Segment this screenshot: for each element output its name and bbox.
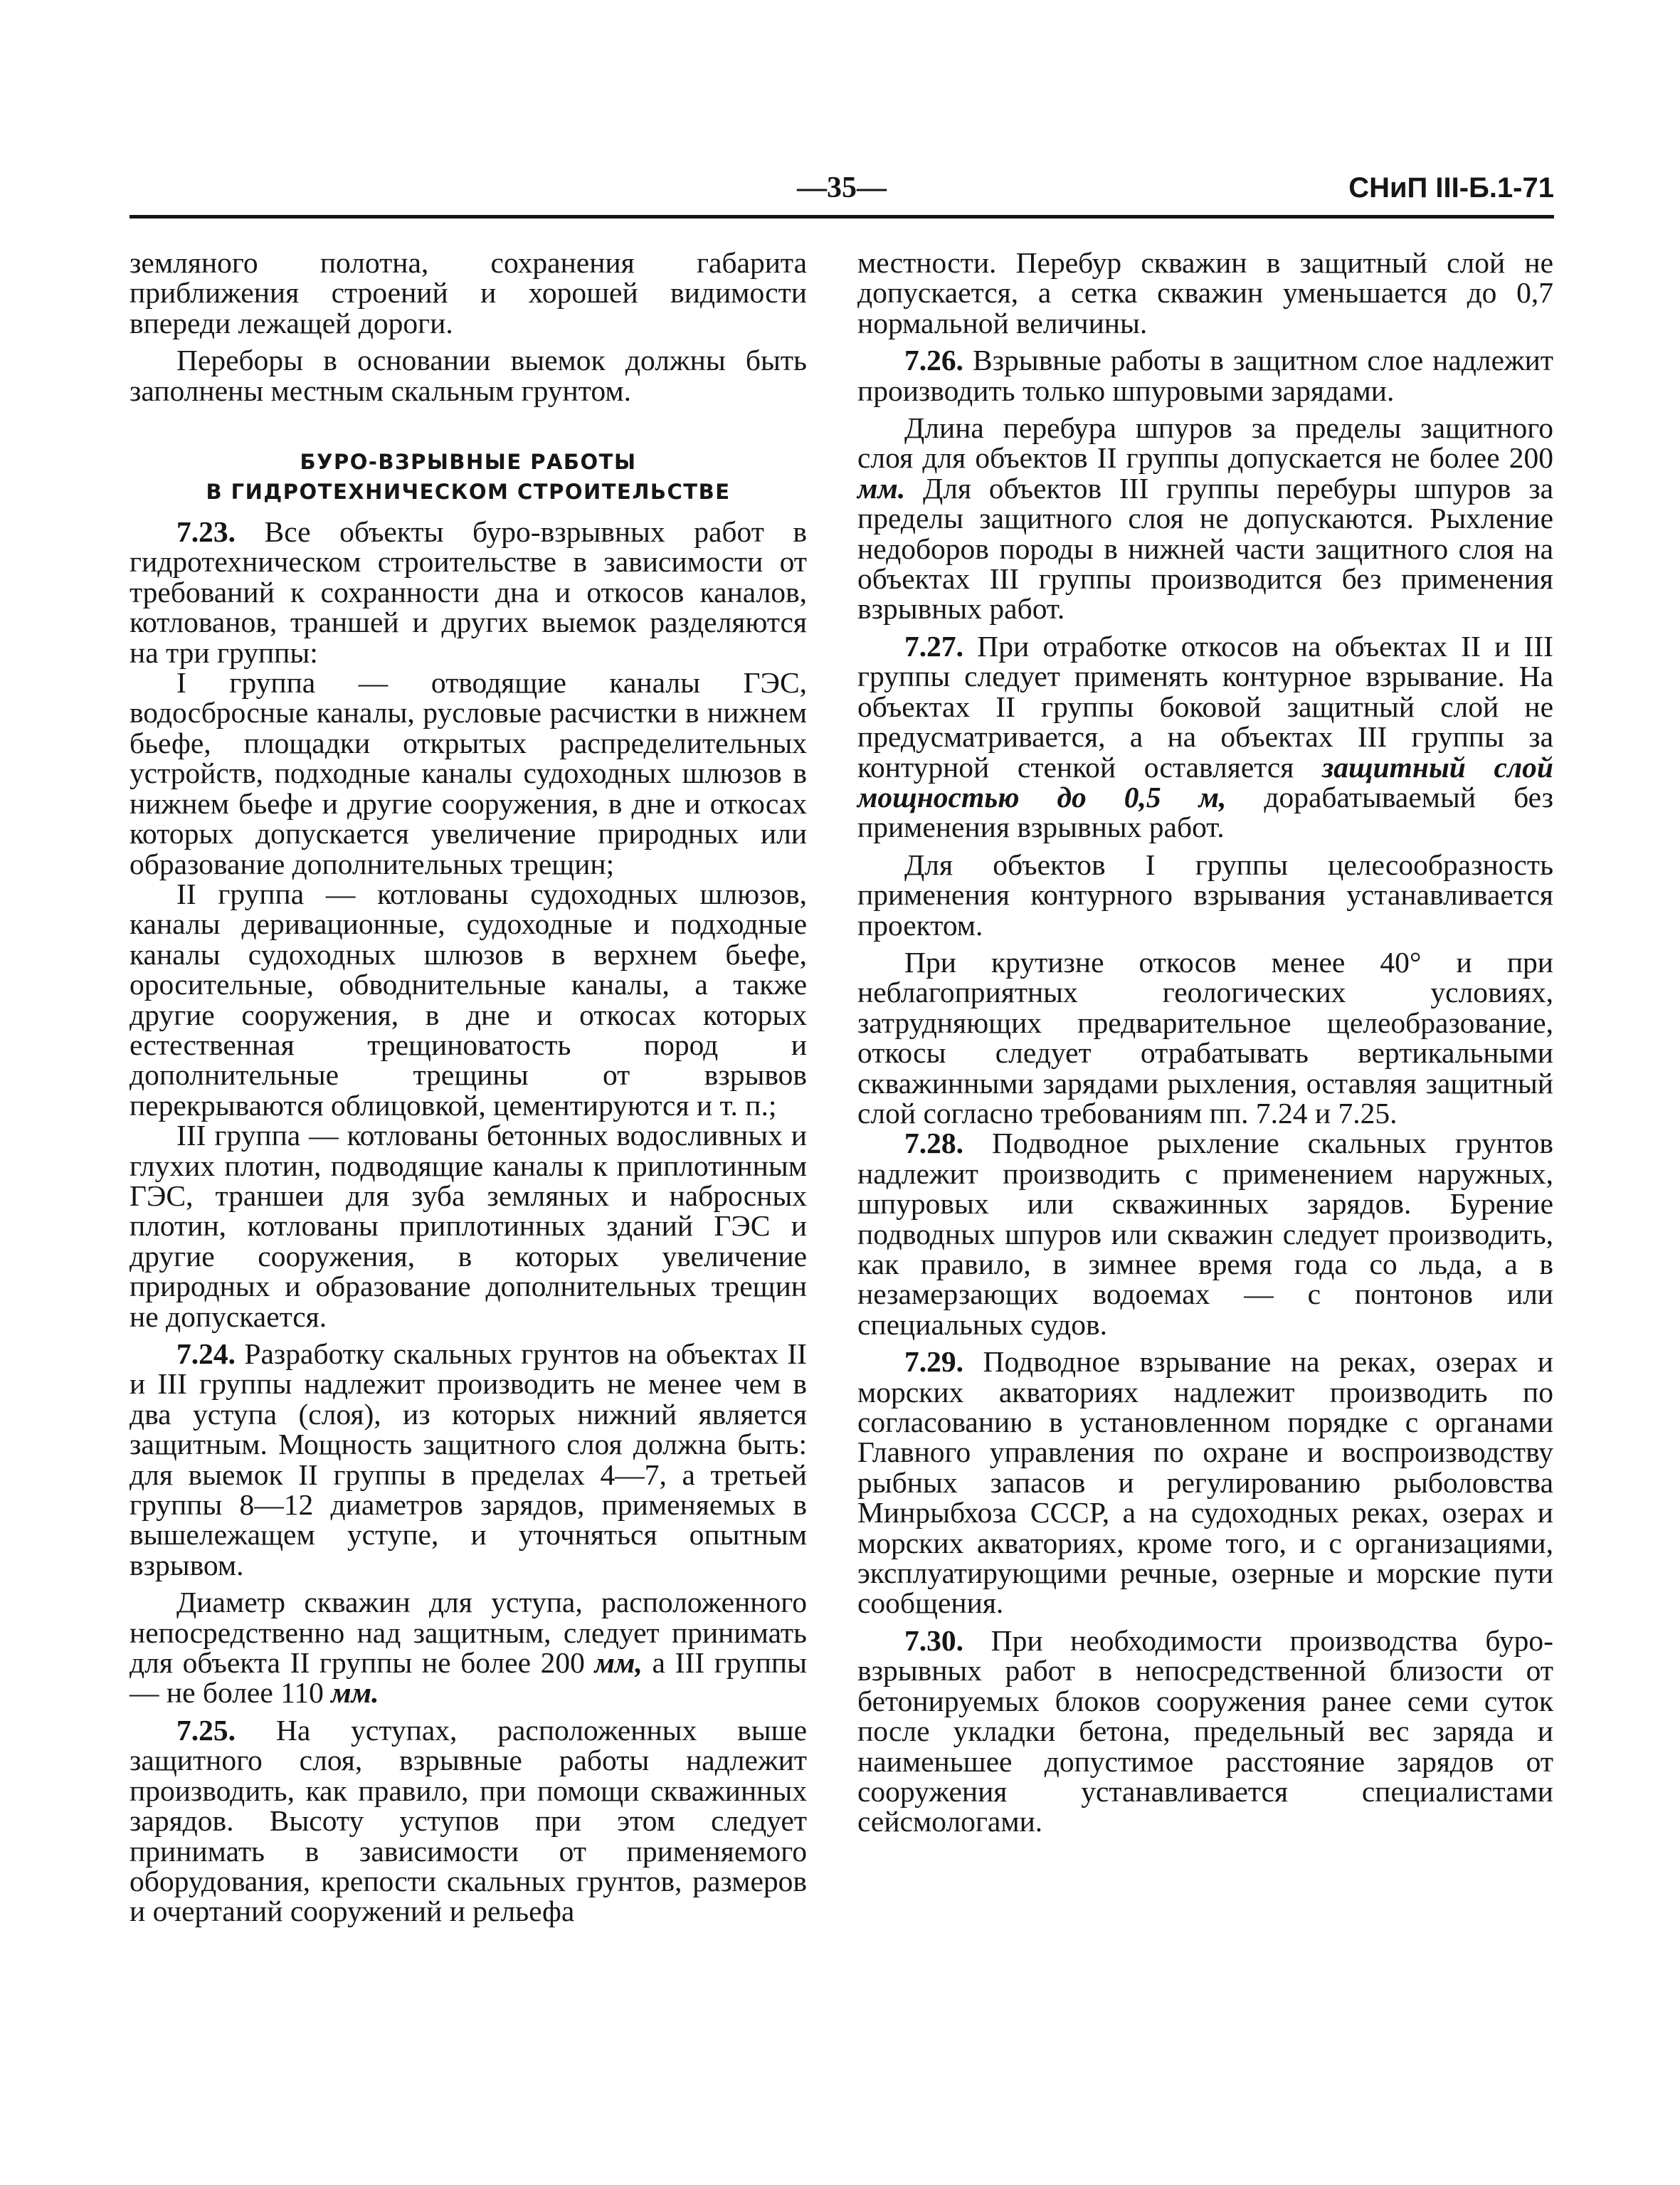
clause-number: 7.27. bbox=[904, 629, 963, 663]
clause-7-26 bbox=[857, 345, 1553, 406]
clause-7-27 bbox=[857, 631, 1553, 843]
clause-number: 7.28. bbox=[904, 1127, 963, 1160]
paragraph: Переборы в основании выемок должны быть заполнены местным скальным грунтом. bbox=[130, 344, 807, 407]
left-column bbox=[130, 248, 807, 1927]
clause-7-25 bbox=[130, 1715, 807, 1927]
group-2-item: II группа — котлованы судоходных шлюзов, каналы деривационные, судоходные и подходные каналы судоходных шлюзов в верхнем бьефе, оросительные, обводнительные каналы, а также другие сооружения, в дне и откосах которых естественная трещиноватость пород и дополнительные трещины от взрывов перекрываются облицовкой, цементируются и т. п.; bbox=[130, 877, 807, 1122]
page-header bbox=[130, 168, 1554, 214]
clause-number: 7.29. bbox=[904, 1345, 963, 1379]
clause-text: Разработку скальных грунтов на объектах II и III группы надлежит производить не менее чем в два уступа (слоя), из которых нижний является защитным. Мощность защитного слоя должна быть: для выемок II группы в пределах 4—7, а третьей группы 8—12 диаметров зарядов, применяемых в вышележащем уступе, и уточняться опытным взрывом. bbox=[130, 1337, 807, 1581]
paragraph: местности. Перебур скважин в защитный слой не допускается, а сетка скважин уменьшается до 0,7 нормальной величины. bbox=[857, 246, 1553, 339]
clause-text: На уступах, расположенных выше защитного слоя, взрывные работы надлежит производить, как правило, при помощи скважинных зарядов. Высоту уступов при этом следует принимать в зависимости от применяемого оборудования, крепости скальных грунтов, размеров и очертаний сооружений и рельефа bbox=[130, 1713, 808, 1928]
clause-number: 7.23. bbox=[176, 515, 236, 549]
paragraph-text: Длина перебура шпуров за пределы защитного слоя для объектов II группы допускается не более 200 bbox=[857, 411, 1553, 475]
clause-text: дорабатываемый без применения взрывных работ. bbox=[857, 780, 1553, 844]
clause-text: Подводное взрывание на реках, озерах и морских акваториях надлежит производить по согласованию в установленном порядке с органами Главного управления по охране и воспроизводству рыбных запасов и регулированию рыболовства Минрыбхоза СССР, а на судоходных реках, озерах и морских акваториях, кроме того, и с организациями, эксплуатирующими речные, озерные и морские пути сообщения. bbox=[857, 1345, 1553, 1620]
clause-text: При необходимости производства буро-взрывных работ в непосредственной близости от бетонируемых блоков сооружения ранее семи суток после укладки бетона, предельный вес заряда и наименьшее допустимое расстояние зарядов от сооружения устанавливается специалистами сейсмологами. bbox=[857, 1623, 1553, 1838]
document-code: СНиП III-Б.1-71 bbox=[1348, 172, 1554, 204]
right-column bbox=[857, 248, 1553, 1837]
clause-number: 7.30. bbox=[904, 1623, 963, 1657]
paragraph-text: Диаметр скважин для уступа, расположенного непосредственно над защитным, следует принимать для объекта II группы не более 200 bbox=[130, 1586, 807, 1680]
paragraph-text: а III группы — не более 110 bbox=[130, 1646, 808, 1710]
section-heading bbox=[130, 447, 807, 507]
clause-text: Все объекты буро-взрывных работ в гидротехническом строительстве в зависимости от требований к сохранности дна и откосов каналов, котлованов, траншей и других выемок разделяются на три группы: bbox=[130, 515, 807, 669]
group-3-item: III группа — котлованы бетонных водосливных и глухих плотин, подводящие каналы к приплотинным ГЭС, траншеи для зуба земляных и набросных плотин, котлованы приплотинных зданий ГЭС и другие сооружения, в которых увеличение природных и образование дополнительных трещин не допускается. bbox=[130, 1119, 807, 1333]
unit: мм, bbox=[594, 1646, 643, 1680]
italic-text: защитный слой мощностью до 0,5 м, bbox=[857, 750, 1553, 814]
section-heading-line: БУРО-ВЗРЫВНЫЕ РАБОТЫ bbox=[300, 450, 637, 475]
clause-7-30 bbox=[857, 1623, 1553, 1838]
paragraph-text: Для объектов III группы перебуры шпуров за пределы защитного слоя не допускаются. Рыхление недоборов породы в нижней части защитного слоя на объектах III группы производится без применения взрывных работ. bbox=[857, 471, 1554, 626]
clause-7-28 bbox=[857, 1128, 1553, 1339]
clause-number: 7.24. bbox=[176, 1337, 236, 1370]
clause-7-24 bbox=[130, 1339, 807, 1580]
group-1-item: I группа — отводящие каналы ГЭС, водосбросные каналы, русловые расчистки в нижнем бьефе, площадки открытых распределительных устройств, подходные каналы судоходных шлюзов в нижнем бьефе и другие сооружения, в дне и откосах которых допускается увеличение природных или образование дополнительных трещин; bbox=[130, 666, 807, 880]
clause-7-23 bbox=[130, 517, 807, 668]
paragraph bbox=[130, 1587, 807, 1708]
paragraph: Для объектов I группы целесообразность применения контурного взрывания устанавливается проектом. bbox=[857, 848, 1553, 942]
clause-text: Подводное рыхление скальных грунтов надлежит производить с применением наружных, шпуровых или скважинных зарядов. Бурение подводных шпуров или скважин следует производить, как правило, в зимнее время года со льда, а в незамерзающих водоемах — с понтонов или специальных судов. bbox=[857, 1127, 1553, 1341]
unit: мм. bbox=[857, 471, 906, 505]
page-number: —35— bbox=[797, 172, 887, 204]
section-heading-line: В ГИДРОТЕХНИЧЕСКОМ СТРОИТЕЛЬСТВЕ bbox=[206, 480, 731, 505]
clause-text: Взрывные работы в защитном слое надлежит производить только шпуровыми зарядами. bbox=[857, 344, 1554, 407]
clause-number: 7.25. bbox=[176, 1713, 236, 1747]
clause-text: При отработке откосов на объектах II и III группы следует применять контурное взрывание. На объектах II группы боковой защитный слой не предусматривается, а на объектах III группы за контурной стенкой оставляется bbox=[857, 629, 1554, 784]
paragraph: При крутизне откосов менее 40° и при неблагоприятных геологических условиях, затрудняющих предварительное щелеобразование, откосы следует отрабатывать вертикальными скважинными зарядами рыхления, оставляя защитный слой согласно требованиям пп. 7.24 и 7.25. bbox=[857, 945, 1553, 1130]
paragraph: земляного полотна, сохранения габарита приближения строений и хорошей видимости впереди лежащей дороги. bbox=[130, 246, 807, 339]
clause-7-29 bbox=[857, 1347, 1553, 1618]
clause-number: 7.26. bbox=[904, 344, 963, 377]
paragraph bbox=[857, 413, 1553, 624]
header-rule bbox=[130, 215, 1554, 218]
unit: мм. bbox=[331, 1676, 379, 1710]
